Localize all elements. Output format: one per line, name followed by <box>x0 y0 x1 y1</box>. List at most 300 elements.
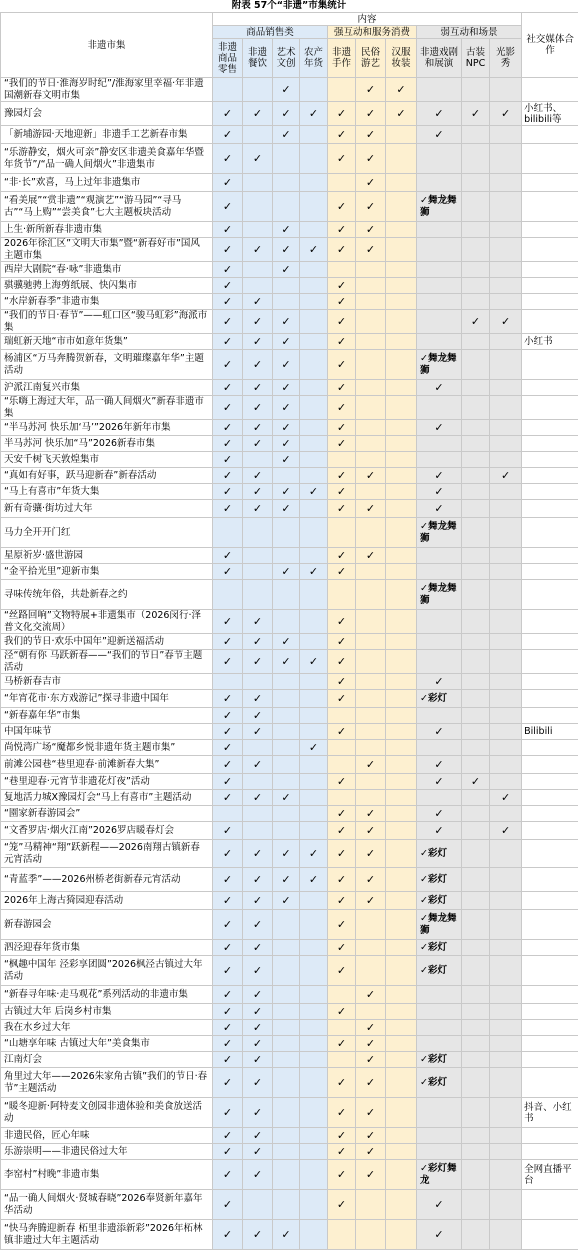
empty-cell <box>386 548 417 564</box>
check-mark: ✓ <box>356 892 386 910</box>
table-row <box>1 310 578 334</box>
empty-cell <box>490 690 522 708</box>
empty-cell <box>490 1144 522 1160</box>
empty-cell <box>328 262 356 278</box>
empty-cell <box>462 790 490 806</box>
empty-cell <box>328 790 356 806</box>
empty-cell <box>462 1068 490 1098</box>
market-name: 「新埔游园·天地迎新」非遗手工艺新春市集 <box>1 126 213 144</box>
empty-cell <box>462 1128 490 1144</box>
social-media-cell <box>522 1020 578 1036</box>
empty-cell <box>386 294 417 310</box>
market-name: 角里过大年——2026朱家角古镇”我们的节日·春节”主题活动 <box>1 1068 213 1098</box>
performance-note: 彩灯 <box>428 1077 447 1088</box>
social-media-cell <box>522 420 578 436</box>
empty-cell <box>490 278 522 294</box>
check-mark: ✓ <box>417 724 462 740</box>
empty-cell <box>300 310 328 334</box>
market-name: “新春嘉年华”市集 <box>1 708 213 724</box>
empty-cell <box>356 396 386 420</box>
check-mark: ✓ <box>243 910 273 940</box>
check-cell-with-note <box>417 910 462 940</box>
empty-cell <box>462 674 490 690</box>
empty-cell <box>300 892 328 910</box>
check-mark: ✓ <box>420 1163 428 1174</box>
table-row <box>1 650 578 674</box>
check-mark: ✓ <box>356 806 386 822</box>
check-mark: ✓ <box>420 1054 428 1065</box>
check-mark: ✓ <box>420 521 428 532</box>
empty-cell <box>417 278 462 294</box>
empty-cell <box>243 126 273 144</box>
social-media-cell <box>522 1128 578 1144</box>
check-mark: ✓ <box>490 790 522 806</box>
check-mark: ✓ <box>490 310 522 334</box>
empty-cell <box>490 1098 522 1128</box>
table-row <box>1 518 578 548</box>
empty-cell <box>386 452 417 468</box>
empty-cell <box>300 126 328 144</box>
empty-cell <box>386 650 417 674</box>
check-mark: ✓ <box>328 690 356 708</box>
table-row <box>1 334 578 350</box>
empty-cell <box>490 484 522 500</box>
empty-cell <box>462 500 490 518</box>
check-mark: ✓ <box>356 78 386 102</box>
table-row <box>1 634 578 650</box>
empty-cell <box>386 420 417 436</box>
empty-cell <box>273 1128 300 1144</box>
empty-cell <box>386 484 417 500</box>
social-media-cell: 抖音、小红书 <box>522 1098 578 1128</box>
empty-cell <box>300 420 328 436</box>
social-media-cell <box>522 144 578 174</box>
check-mark: ✓ <box>273 396 300 420</box>
empty-cell <box>490 500 522 518</box>
empty-cell <box>417 144 462 174</box>
empty-cell <box>356 774 386 790</box>
empty-cell <box>386 790 417 806</box>
social-media-cell <box>522 484 578 500</box>
table-row <box>1 1020 578 1036</box>
table-row <box>1 420 578 436</box>
check-mark: ✓ <box>328 650 356 674</box>
table-row <box>1 278 578 294</box>
check-cell-with-note <box>417 892 462 910</box>
check-mark: ✓ <box>417 126 462 144</box>
empty-cell <box>490 610 522 634</box>
social-media-cell <box>522 1004 578 1020</box>
check-cell-with-note <box>417 350 462 380</box>
check-mark: ✓ <box>417 806 462 822</box>
empty-cell <box>417 650 462 674</box>
check-mark: ✓ <box>213 756 243 774</box>
check-mark: ✓ <box>213 1098 243 1128</box>
check-mark: ✓ <box>213 238 243 262</box>
empty-cell <box>300 1160 328 1190</box>
empty-cell <box>462 940 490 956</box>
empty-cell <box>462 238 490 262</box>
empty-cell <box>386 956 417 986</box>
empty-cell <box>273 822 300 840</box>
check-mark: ✓ <box>356 1144 386 1160</box>
check-mark: ✓ <box>328 548 356 564</box>
check-mark: ✓ <box>273 310 300 334</box>
empty-cell <box>462 1020 490 1036</box>
empty-cell <box>273 518 300 548</box>
empty-cell <box>300 610 328 634</box>
check-mark: ✓ <box>213 468 243 484</box>
performance-note: 彩灯 <box>428 1054 447 1065</box>
check-mark: ✓ <box>356 174 386 192</box>
check-mark: ✓ <box>243 484 273 500</box>
check-mark: ✓ <box>213 436 243 452</box>
empty-cell <box>273 580 300 610</box>
empty-cell <box>328 580 356 610</box>
check-mark: ✓ <box>300 840 328 868</box>
empty-cell <box>417 238 462 262</box>
check-mark: ✓ <box>213 740 243 756</box>
check-cell-with-note <box>417 1160 462 1190</box>
empty-cell <box>386 436 417 452</box>
empty-cell <box>213 580 243 610</box>
check-mark: ✓ <box>213 1190 243 1220</box>
table-row <box>1 840 578 868</box>
check-mark: ✓ <box>213 380 243 396</box>
table-row <box>1 564 578 580</box>
empty-cell <box>300 78 328 102</box>
empty-cell <box>273 548 300 564</box>
empty-cell <box>417 222 462 238</box>
header-sub: 古装NPC <box>462 39 490 78</box>
market-name: 泾“朝有你 马跃新春——“我们的节日”春节主题活动 <box>1 650 213 674</box>
empty-cell <box>356 484 386 500</box>
check-mark: ✓ <box>356 822 386 840</box>
empty-cell <box>417 634 462 650</box>
check-mark: ✓ <box>213 294 243 310</box>
social-media-cell <box>522 956 578 986</box>
market-name: 2026年上海古猗园迎春活动 <box>1 892 213 910</box>
empty-cell <box>417 564 462 580</box>
table-row <box>1 690 578 708</box>
social-media-cell: 全网直播平台 <box>522 1160 578 1190</box>
empty-cell <box>462 564 490 580</box>
check-mark: ✓ <box>300 238 328 262</box>
empty-cell <box>356 310 386 334</box>
social-media-cell <box>522 634 578 650</box>
check-mark: ✓ <box>213 420 243 436</box>
social-media-cell <box>522 822 578 840</box>
social-media-cell <box>522 840 578 868</box>
empty-cell <box>490 452 522 468</box>
empty-cell <box>273 724 300 740</box>
social-media-cell <box>522 940 578 956</box>
empty-cell <box>328 518 356 548</box>
header-group-weak: 弱互动和场景 <box>417 26 522 39</box>
header-sub: 非遗手作 <box>328 39 356 78</box>
check-cell-with-note <box>417 956 462 986</box>
empty-cell <box>213 674 243 690</box>
empty-cell <box>490 956 522 986</box>
empty-cell <box>490 868 522 892</box>
empty-cell <box>243 174 273 192</box>
social-media-cell <box>522 192 578 222</box>
empty-cell <box>490 78 522 102</box>
social-media-cell <box>522 774 578 790</box>
check-mark: ✓ <box>462 774 490 790</box>
performance-note: 彩灯 <box>428 848 447 859</box>
check-mark: ✓ <box>243 350 273 380</box>
table-row <box>1 986 578 1004</box>
check-mark: ✓ <box>356 756 386 774</box>
empty-cell <box>386 634 417 650</box>
empty-cell <box>417 1004 462 1020</box>
check-mark: ✓ <box>356 192 386 222</box>
empty-cell <box>386 1068 417 1098</box>
market-name: 半马苏河 快乐加“马”2026新春市集 <box>1 436 213 452</box>
check-mark: ✓ <box>328 610 356 634</box>
market-name: 前滩公园巷“巷里迎春·前滩新春大集” <box>1 756 213 774</box>
empty-cell <box>417 262 462 278</box>
empty-cell <box>356 674 386 690</box>
empty-cell <box>328 1220 356 1250</box>
empty-cell <box>386 1052 417 1068</box>
check-mark: ✓ <box>300 868 328 892</box>
social-media-cell <box>522 126 578 144</box>
empty-cell <box>462 740 490 756</box>
empty-cell <box>462 396 490 420</box>
performance-note: 彩灯 <box>428 942 447 953</box>
check-mark: ✓ <box>356 102 386 126</box>
empty-cell <box>300 518 328 548</box>
performance-note: 舞龙舞狮 <box>420 521 456 544</box>
check-mark: ✓ <box>417 102 462 126</box>
check-mark: ✓ <box>420 353 428 364</box>
check-mark: ✓ <box>356 1098 386 1128</box>
empty-cell <box>300 436 328 452</box>
empty-cell <box>490 262 522 278</box>
empty-cell <box>356 1190 386 1220</box>
check-mark: ✓ <box>420 693 428 704</box>
empty-cell <box>213 78 243 102</box>
empty-cell <box>386 396 417 420</box>
social-media-cell <box>522 650 578 674</box>
empty-cell <box>300 380 328 396</box>
market-name: “马上有喜市”年货大集 <box>1 484 213 500</box>
empty-cell <box>356 708 386 724</box>
header-group-strong: 强互动和服务消费 <box>328 26 417 39</box>
empty-cell <box>490 1128 522 1144</box>
empty-cell <box>273 174 300 192</box>
empty-cell <box>243 518 273 548</box>
social-media-cell <box>522 986 578 1004</box>
empty-cell <box>417 1098 462 1128</box>
empty-cell <box>273 1052 300 1068</box>
table-row <box>1 910 578 940</box>
empty-cell <box>386 1004 417 1020</box>
table-row <box>1 174 578 192</box>
empty-cell <box>273 610 300 634</box>
check-mark: ✓ <box>243 634 273 650</box>
market-name: 西岸大剧院“春·咏”非遗集市 <box>1 262 213 278</box>
check-mark: ✓ <box>213 222 243 238</box>
empty-cell <box>356 452 386 468</box>
social-media-cell <box>522 78 578 102</box>
check-cell-with-note <box>417 192 462 222</box>
social-media-cell <box>522 380 578 396</box>
empty-cell <box>356 610 386 634</box>
empty-cell <box>386 724 417 740</box>
table-row <box>1 484 578 500</box>
empty-cell <box>273 986 300 1004</box>
empty-cell <box>273 144 300 174</box>
empty-cell <box>462 756 490 774</box>
empty-cell <box>300 468 328 484</box>
check-mark: ✓ <box>213 548 243 564</box>
check-mark: ✓ <box>490 102 522 126</box>
check-mark: ✓ <box>213 790 243 806</box>
check-mark: ✓ <box>356 1160 386 1190</box>
check-mark: ✓ <box>417 484 462 500</box>
empty-cell <box>386 1128 417 1144</box>
empty-cell <box>243 580 273 610</box>
check-mark: ✓ <box>213 278 243 294</box>
check-mark: ✓ <box>420 583 428 594</box>
check-mark: ✓ <box>356 840 386 868</box>
empty-cell <box>490 580 522 610</box>
social-media-cell <box>522 1068 578 1098</box>
table-row <box>1 956 578 986</box>
table-row <box>1 1098 578 1128</box>
empty-cell <box>417 310 462 334</box>
table-row <box>1 102 578 126</box>
empty-cell <box>417 396 462 420</box>
check-mark: ✓ <box>328 144 356 174</box>
check-mark: ✓ <box>213 564 243 580</box>
table-row <box>1 580 578 610</box>
check-mark: ✓ <box>243 468 273 484</box>
market-name: 上生·新所新春非遗市集 <box>1 222 213 238</box>
check-mark: ✓ <box>328 868 356 892</box>
empty-cell <box>328 1052 356 1068</box>
empty-cell <box>417 78 462 102</box>
empty-cell <box>300 708 328 724</box>
empty-cell <box>243 278 273 294</box>
empty-cell <box>490 350 522 380</box>
empty-cell <box>386 334 417 350</box>
market-name: 非遗民俗，匠心年味 <box>1 1128 213 1144</box>
empty-cell <box>490 740 522 756</box>
social-media-cell: 小红书 <box>522 334 578 350</box>
market-name: 马桥新春吉市 <box>1 674 213 690</box>
header-name: 非遗市集 <box>1 13 213 78</box>
empty-cell <box>490 708 522 724</box>
empty-cell <box>386 690 417 708</box>
empty-cell <box>462 690 490 708</box>
empty-cell <box>386 222 417 238</box>
check-mark: ✓ <box>300 102 328 126</box>
header-sub: 农产年货 <box>300 39 328 78</box>
check-mark: ✓ <box>356 986 386 1004</box>
empty-cell <box>490 1052 522 1068</box>
empty-cell <box>490 634 522 650</box>
check-mark: ✓ <box>273 436 300 452</box>
check-mark: ✓ <box>213 690 243 708</box>
empty-cell <box>386 774 417 790</box>
market-name: “水岸新春季”非遗市集 <box>1 294 213 310</box>
table-row <box>1 740 578 756</box>
check-mark: ✓ <box>417 468 462 484</box>
empty-cell <box>273 674 300 690</box>
empty-cell <box>462 1052 490 1068</box>
empty-cell <box>243 1190 273 1220</box>
empty-cell <box>273 1098 300 1128</box>
check-mark: ✓ <box>273 634 300 650</box>
check-mark: ✓ <box>356 1020 386 1036</box>
table-row <box>1 940 578 956</box>
table-row <box>1 774 578 790</box>
empty-cell <box>490 144 522 174</box>
empty-cell <box>273 756 300 774</box>
empty-cell <box>356 634 386 650</box>
empty-cell <box>462 956 490 986</box>
check-mark: ✓ <box>356 1068 386 1098</box>
empty-cell <box>356 740 386 756</box>
check-mark: ✓ <box>328 634 356 650</box>
social-media-cell <box>522 564 578 580</box>
empty-cell <box>328 986 356 1004</box>
check-mark: ✓ <box>356 1052 386 1068</box>
check-mark: ✓ <box>243 690 273 708</box>
market-name: “新春寻年味·走马观花”系列活动的非遗市集 <box>1 986 213 1004</box>
empty-cell <box>300 1004 328 1020</box>
empty-cell <box>462 144 490 174</box>
check-mark: ✓ <box>243 610 273 634</box>
check-mark: ✓ <box>417 1220 462 1250</box>
empty-cell <box>356 564 386 580</box>
empty-cell <box>300 1190 328 1220</box>
empty-cell <box>386 892 417 910</box>
empty-cell <box>300 1068 328 1098</box>
empty-cell <box>386 518 417 548</box>
check-mark: ✓ <box>328 892 356 910</box>
check-mark: ✓ <box>328 396 356 420</box>
check-mark: ✓ <box>243 1128 273 1144</box>
empty-cell <box>490 1020 522 1036</box>
empty-cell <box>490 806 522 822</box>
table-row <box>1 548 578 564</box>
check-mark: ✓ <box>328 1160 356 1190</box>
empty-cell <box>273 278 300 294</box>
social-media-cell <box>522 468 578 484</box>
empty-cell <box>462 548 490 564</box>
empty-cell <box>417 986 462 1004</box>
check-mark: ✓ <box>273 484 300 500</box>
market-name: 我们的节日·欢乐中国年”迎新送福活动 <box>1 634 213 650</box>
table-row <box>1 674 578 690</box>
check-mark: ✓ <box>243 1220 273 1250</box>
check-mark: ✓ <box>420 895 428 906</box>
check-mark: ✓ <box>243 650 273 674</box>
table-row <box>1 868 578 892</box>
check-mark: ✓ <box>328 468 356 484</box>
empty-cell <box>273 1036 300 1052</box>
check-mark: ✓ <box>328 126 356 144</box>
empty-cell <box>273 294 300 310</box>
social-media-cell <box>522 174 578 192</box>
social-media-cell <box>522 1190 578 1220</box>
check-mark: ✓ <box>213 840 243 868</box>
